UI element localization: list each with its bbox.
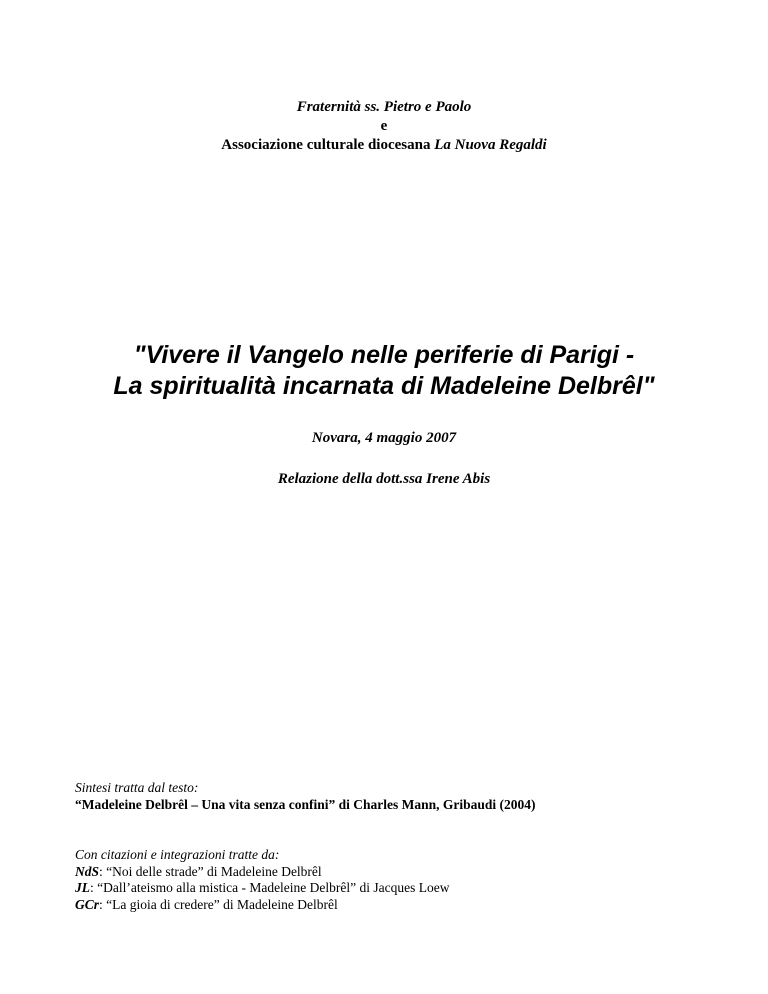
citation-item bbox=[75, 897, 449, 914]
citation-abbr: GCr bbox=[75, 896, 100, 912]
synthesis-text: “Madeleine Delbrêl – Una vita senza confini” di Charles Mann, Gribaudi (2004) bbox=[75, 796, 536, 812]
conjunction: e bbox=[380, 118, 388, 134]
document-title bbox=[0, 340, 768, 402]
citation-abbr: JL bbox=[75, 880, 90, 895]
fraternity-name: Fraternità ss. Pietro e Paolo bbox=[296, 99, 472, 115]
association-line bbox=[0, 136, 768, 155]
association-prefix: Associazione culturale diocesana bbox=[221, 137, 435, 153]
speaker-line: Relazione della dott.ssa Irene Abis bbox=[277, 471, 491, 487]
citation-item bbox=[75, 864, 449, 881]
citation-text: : “Dall’ateismo alla mistica - Madeleine Delbrêl” di Jacques Loew bbox=[90, 880, 450, 895]
title-line-1: "Vivere il Vangelo nelle periferie di Parigi - bbox=[133, 341, 635, 369]
synthesis-source bbox=[75, 780, 536, 813]
title-line-2: La spiritualità incarnata di Madeleine Delbrêl" bbox=[113, 372, 655, 400]
synthesis-label: Sintesi tratta dal testo: bbox=[75, 780, 199, 795]
citations-label: Con citazioni e integrazioni tratte da: bbox=[75, 847, 280, 862]
citation-item bbox=[75, 880, 449, 897]
citations-list bbox=[75, 847, 449, 913]
organizers-header bbox=[0, 98, 768, 155]
citation-text: : “Noi delle strade” di Madeleine Delbrêl bbox=[99, 863, 322, 879]
event-date: Novara, 4 maggio 2007 bbox=[311, 430, 457, 446]
association-name: La Nuova Regaldi bbox=[434, 137, 547, 153]
citation-abbr: NdS bbox=[75, 863, 100, 879]
citation-text: : “La gioia di credere” di Madeleine Delbrêl bbox=[99, 896, 338, 912]
